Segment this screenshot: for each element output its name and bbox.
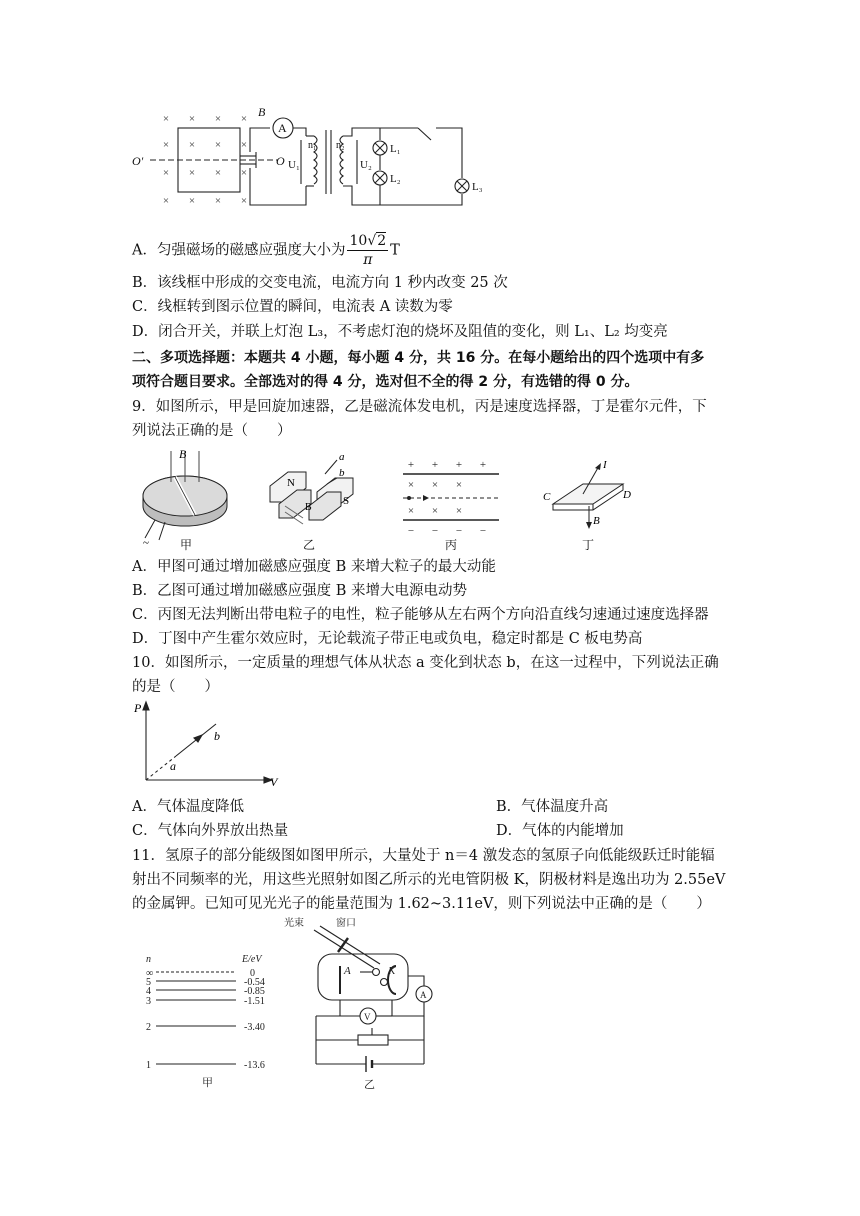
q8-option-a xyxy=(132,232,400,269)
level-e-3: -1.51 xyxy=(244,996,265,1007)
q8-fraction: $\frac{10√2}{\pi}$ xyxy=(349,233,387,268)
tube-cathode-label: K xyxy=(388,965,396,977)
q9-caption-ding: 丁 xyxy=(582,538,595,552)
svg-text:×: × xyxy=(188,113,196,125)
q9-option-c: C．丙图无法判断出带电粒子的电性，粒子能够从左右两个方向沿直线匀速通过速度选择器 xyxy=(132,607,709,623)
q8-option-b: B．该线框中形成的交变电流，电流方向 1 秒内改变 25 次 xyxy=(132,275,508,291)
q8-option-c: C．线框转到图示位置的瞬间，电流表 A 读数为零 xyxy=(132,299,453,315)
label-U2: U₂ xyxy=(360,159,372,171)
level-n-3: 3 xyxy=(146,996,151,1007)
mhd-generator-figure xyxy=(270,451,353,524)
hall-label-B: B xyxy=(593,515,600,527)
ammeter-label: A xyxy=(420,990,427,1000)
level-n-1: 1 xyxy=(146,1060,151,1071)
label-n1: n₁ xyxy=(308,140,317,151)
q9-caption-bing: 丙 xyxy=(445,538,458,552)
generator-transformer-figure xyxy=(128,100,488,218)
level-n-5: 5 xyxy=(146,977,151,988)
q9-figures xyxy=(135,446,655,554)
level-e-2: -3.40 xyxy=(244,1022,265,1033)
q9-stem-line1: 9．如图所示，甲是回旋加速器，乙是磁流体发电机，丙是速度选择器，丁是霍尔元件，下 xyxy=(132,399,707,415)
q9-option-d: D．丁图中产生霍尔效应时，无论载流子带正电或负电，稳定时都是 C 板电势高 xyxy=(132,631,643,647)
level-n-4: 4 xyxy=(146,986,151,997)
q11-stem-line3: 的金属钾。已知可见光光子的能量范围为 1.62~3.11eV，则下列说法中正确的是（ ） xyxy=(132,896,711,912)
mhd-label-b: b xyxy=(339,467,345,479)
mhd-label-a: a xyxy=(339,451,345,463)
q10-option-b: B．气体温度升高 xyxy=(496,799,609,815)
tube-anode-label: A xyxy=(344,965,351,977)
q8-option-a-text: A．匀强磁场的磁感应强度大小为 xyxy=(132,242,346,259)
q8-frac-root: 2 xyxy=(377,233,387,249)
svg-text:×: × xyxy=(407,479,415,491)
svg-text:×: × xyxy=(214,113,222,125)
tube-caption: 乙 xyxy=(364,1079,375,1091)
svg-text:−: − xyxy=(479,525,487,537)
q11-stem-line2: 射出不同频率的光，用这些光照射如图乙所示的光电管阴极 K，阴极材料是逸出功为 2.55eV xyxy=(132,872,726,888)
svg-text:×: × xyxy=(240,167,248,179)
svg-text:×: × xyxy=(162,195,170,207)
svg-text:×: × xyxy=(431,505,439,517)
q10-option-c: C．气体向外界放出热量 xyxy=(132,823,289,839)
level-e-1: -13.6 xyxy=(244,1060,265,1071)
q10-option-a: A．气体温度降低 xyxy=(132,799,244,815)
section2-line2: 项符合题目要求。全部选对的得 4 分，选对但不全的得 2 分，有选错的得 0 分。 xyxy=(132,374,639,390)
svg-text:×: × xyxy=(162,139,170,151)
q9-caption-yi: 乙 xyxy=(303,538,316,552)
svg-text:×: × xyxy=(188,195,196,207)
mhd-label-N: N xyxy=(287,477,295,489)
svg-text:×: × xyxy=(240,195,248,207)
cyclotron-label-B: B xyxy=(179,447,187,461)
svg-text:×: × xyxy=(431,479,439,491)
pv-point-a: a xyxy=(170,759,176,773)
q10-stem-line1: 10．如图所示，一定质量的理想气体从状态 a 变化到状态 b，在这一过程中，下列说法正确 xyxy=(132,655,719,671)
pv-diagram xyxy=(130,698,280,790)
svg-text:×: × xyxy=(188,167,196,179)
hall-label-D: D xyxy=(623,489,631,501)
svg-text:+: + xyxy=(479,459,487,471)
tube-beam-label: 光束 xyxy=(284,918,304,929)
svg-text:×: × xyxy=(240,113,248,125)
pv-axis-p: P xyxy=(134,701,142,715)
label-L3: L₃ xyxy=(472,181,483,193)
q9-option-b: B．乙图可通过增加磁感应强度 B 来增大电源电动势 xyxy=(132,583,468,599)
level-e-5: -0.54 xyxy=(244,977,265,988)
svg-text:×: × xyxy=(188,139,196,151)
voltmeter-label: V xyxy=(364,1012,371,1022)
label-U1: U₁ xyxy=(288,159,300,171)
svg-text:×: × xyxy=(162,113,170,125)
label-O: O xyxy=(276,154,285,168)
mhd-label-B: B xyxy=(305,502,312,513)
q8-option-d: D．闭合开关，并联上灯泡 L₃，不考虑灯泡的烧坏及阻值的变化，则 L₁、L₂ 均变亮 xyxy=(132,324,668,340)
levels-n-header: n xyxy=(146,954,151,965)
mhd-label-S: S xyxy=(343,495,350,507)
velocity-selector-figure xyxy=(403,459,499,537)
levels-e-header: E/eV xyxy=(242,954,262,965)
q9-option-a: A．甲图可通过增加磁感应强度 B 来增大粒子的最大动能 xyxy=(132,559,496,575)
svg-text:×: × xyxy=(455,479,463,491)
q9-caption-jia: 甲 xyxy=(180,538,193,552)
phototube-circuit xyxy=(280,916,440,1094)
svg-text:×: × xyxy=(407,505,415,517)
q11-stem-line1: 11．氢原子的部分能级图如图甲所示，大量处于 n＝4 激发态的氢原子向低能级跃迁时能辐 xyxy=(132,848,715,864)
levels-caption: 甲 xyxy=(202,1077,213,1089)
section2-line1: 二、多项选择题：本题共 4 小题，每小题 4 分，共 16 分。在每小题给出的四个选项中有多 xyxy=(132,350,705,366)
svg-text:+: + xyxy=(407,459,415,471)
svg-text:×: × xyxy=(240,139,248,151)
q10-stem-line2: 的是（ ） xyxy=(132,679,219,695)
svg-text:−: − xyxy=(455,525,463,537)
q9-stem-line2: 列说法正确的是（ ） xyxy=(132,423,292,439)
hall-element-figure xyxy=(543,459,631,529)
level-e-inf: 0 xyxy=(250,968,255,979)
label-ammeter: A xyxy=(278,121,287,135)
label-n2: n₂ xyxy=(336,140,345,151)
label-L2: L₂ xyxy=(390,173,401,185)
svg-text:×: × xyxy=(162,167,170,179)
q8-unit: T xyxy=(390,242,400,259)
q8-frac-den: π xyxy=(363,252,373,268)
svg-text:~: ~ xyxy=(143,537,149,549)
energy-level-diagram xyxy=(140,950,290,1090)
level-n-inf: ∞ xyxy=(146,968,154,979)
svg-text:−: − xyxy=(431,525,439,537)
hall-label-C: C xyxy=(543,491,551,503)
pv-axis-v: V xyxy=(270,775,278,789)
label-O-prime: O' xyxy=(132,154,144,168)
svg-text:×: × xyxy=(214,195,222,207)
level-n-2: 2 xyxy=(146,1022,151,1033)
level-e-4: -0.85 xyxy=(244,986,265,997)
pv-point-b: b xyxy=(214,729,220,743)
svg-text:+: + xyxy=(431,459,439,471)
label-B: B xyxy=(258,105,266,119)
cyclotron-figure xyxy=(143,447,227,549)
tube-window-label: 窗口 xyxy=(336,918,356,929)
hall-label-I: I xyxy=(603,459,607,471)
svg-text:×: × xyxy=(214,139,222,151)
q10-option-d: D．气体的内能增加 xyxy=(496,823,624,839)
q8-frac-num: 10 xyxy=(349,233,368,249)
svg-text:−: − xyxy=(407,525,415,537)
label-L1: L₁ xyxy=(390,143,401,155)
svg-text:×: × xyxy=(214,167,222,179)
svg-text:+: + xyxy=(455,459,463,471)
svg-text:×: × xyxy=(455,505,463,517)
